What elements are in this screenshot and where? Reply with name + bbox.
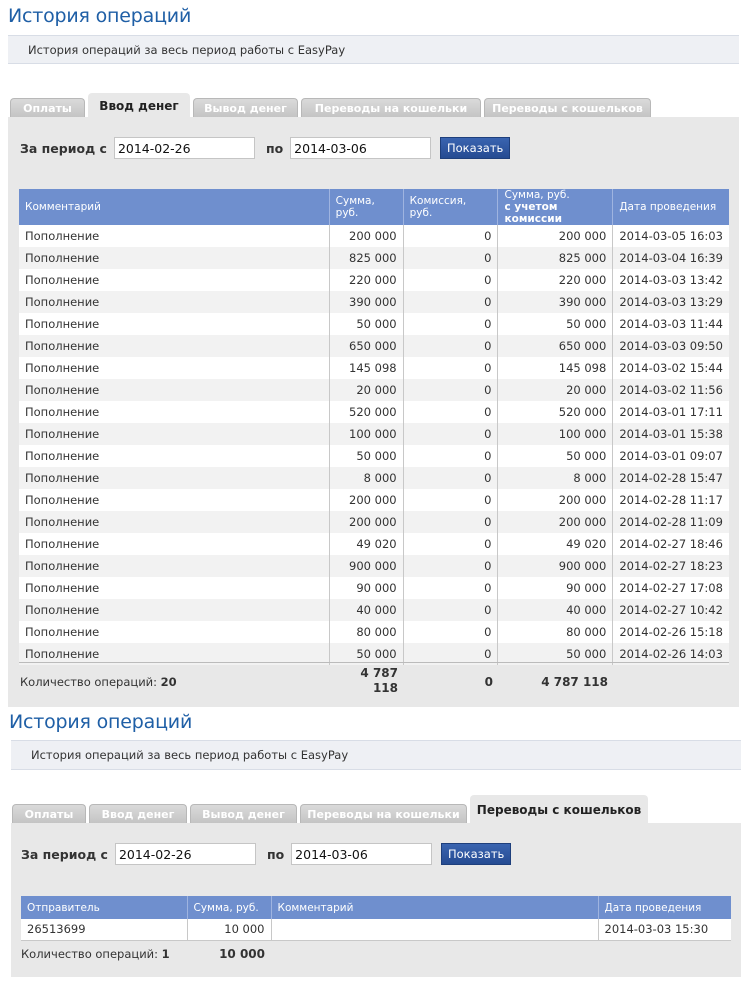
cell-amount: 145 098 xyxy=(329,357,403,379)
cell-commission: 0 xyxy=(403,643,498,665)
cell-comment: Пополнение xyxy=(19,577,329,599)
operations-table xyxy=(19,189,729,665)
tab-bar-2 xyxy=(12,795,648,823)
cell-date: 2014-03-03 11:44 xyxy=(613,313,729,335)
cell-date: 2014-03-03 13:29 xyxy=(613,291,729,313)
cell-date: 2014-03-03 13:42 xyxy=(613,269,729,291)
cell-amount: 100 000 xyxy=(329,423,403,445)
table-row xyxy=(19,225,729,247)
cell-date: 2014-02-28 15:47 xyxy=(613,467,729,489)
table-header xyxy=(19,189,729,225)
cell-commission: 0 xyxy=(403,335,498,357)
cell-commission: 0 xyxy=(403,225,498,247)
cell-amount: 220 000 xyxy=(329,269,403,291)
cell-amount: 200 000 xyxy=(329,489,403,511)
page-title-2: История операций xyxy=(9,711,193,733)
cell-comment: Пополнение xyxy=(19,335,329,357)
cell-commission: 0 xyxy=(403,291,498,313)
cell-amount-with-commission: 49 020 xyxy=(498,533,613,555)
cell-comment: Пополнение xyxy=(19,621,329,643)
cell-commission: 0 xyxy=(403,379,498,401)
tab-payments-2[interactable]: Оплаты xyxy=(12,804,86,823)
cell-comment: Пополнение xyxy=(19,401,329,423)
cell-amount: 50 000 xyxy=(329,643,403,665)
cell-comment: Пополнение xyxy=(19,247,329,269)
cell-comment: Пополнение xyxy=(19,599,329,621)
cell-amount: 825 000 xyxy=(329,247,403,269)
operations-count-label-2: Количество операций: xyxy=(21,947,159,961)
tab-transfers-to-wallets-2[interactable]: Переводы на кошельки xyxy=(300,804,467,823)
table-row xyxy=(21,919,731,940)
cell-amount: 520 000 xyxy=(329,401,403,423)
col-amount: Сумма, руб. xyxy=(329,189,403,225)
table-row xyxy=(19,555,729,577)
period-from-label: За период с xyxy=(20,140,107,156)
cell-date: 2014-03-01 09:07 xyxy=(613,445,729,467)
cell-commission: 0 xyxy=(403,599,498,621)
cell-date: 2014-03-02 11:56 xyxy=(613,379,729,401)
period-from-label-2: За период с xyxy=(21,846,108,862)
cell-date: 2014-03-03 09:50 xyxy=(613,335,729,357)
page-subtitle: История операций за весь период работы с EasyPay xyxy=(8,35,739,64)
cell-amount-with-commission: 650 000 xyxy=(498,335,613,357)
date-filter xyxy=(20,137,510,159)
date-from-input[interactable]: 2014-02-26 xyxy=(114,137,255,159)
total-amount-line1: 4 787 xyxy=(360,666,398,680)
cell-comment: Пополнение xyxy=(19,423,329,445)
cell-date: 2014-02-27 17:08 xyxy=(613,577,729,599)
table-row xyxy=(19,511,729,533)
cell-amount-with-commission: 50 000 xyxy=(498,313,613,335)
cell-amount-with-commission: 200 000 xyxy=(498,225,613,247)
cell-amount-with-commission: 100 000 xyxy=(498,423,613,445)
show-button[interactable]: Показать xyxy=(440,137,510,159)
cell-amount: 80 000 xyxy=(329,621,403,643)
table-row xyxy=(19,269,729,291)
cell-amount-with-commission: 520 000 xyxy=(498,401,613,423)
cell-commission: 0 xyxy=(403,555,498,577)
cell-amount-with-commission: 50 000 xyxy=(498,643,613,665)
cell-comment xyxy=(271,919,598,940)
date-from-input-2[interactable]: 2014-02-26 xyxy=(115,843,256,865)
table-footer-divider xyxy=(19,662,729,663)
cell-amount: 10 000 xyxy=(187,919,271,940)
col-amount-2: Сумма, руб. xyxy=(187,896,271,919)
cell-amount: 8 000 xyxy=(329,467,403,489)
table-row xyxy=(19,291,729,313)
page-subtitle-2: История операций за весь период работы с EasyPay xyxy=(11,740,741,770)
cell-comment: Пополнение xyxy=(19,445,329,467)
cell-amount-with-commission: 390 000 xyxy=(498,291,613,313)
cell-amount: 200 000 xyxy=(329,225,403,247)
cell-commission: 0 xyxy=(403,357,498,379)
table-row xyxy=(19,489,729,511)
table-row xyxy=(19,379,729,401)
cell-amount-with-commission: 8 000 xyxy=(498,467,613,489)
table-row xyxy=(19,577,729,599)
cell-date: 2014-02-27 18:46 xyxy=(613,533,729,555)
table-row xyxy=(19,247,729,269)
cell-amount: 40 000 xyxy=(329,599,403,621)
cell-commission: 0 xyxy=(403,489,498,511)
table-row xyxy=(19,621,729,643)
cell-amount-with-commission: 825 000 xyxy=(498,247,613,269)
tab-deposit[interactable]: Ввод денег xyxy=(88,93,190,117)
cell-commission: 0 xyxy=(403,577,498,599)
tab-withdraw[interactable]: Вывод денег xyxy=(193,98,298,117)
cell-amount-with-commission: 90 000 xyxy=(498,577,613,599)
cell-date: 2014-03-01 17:11 xyxy=(613,401,729,423)
col-date: Дата проведения xyxy=(613,189,729,225)
cell-date: 2014-02-27 10:42 xyxy=(613,599,729,621)
date-to-input-2[interactable]: 2014-03-06 xyxy=(291,843,432,865)
cell-amount-with-commission: 80 000 xyxy=(498,621,613,643)
col-amount-with-commission: Сумма, руб. с учетом комиссии xyxy=(498,189,613,225)
operations-count-value-2: 1 xyxy=(161,947,170,961)
cell-amount-with-commission: 200 000 xyxy=(498,489,613,511)
date-filter-2 xyxy=(21,843,511,865)
table-row xyxy=(19,423,729,445)
cell-comment: Пополнение xyxy=(19,467,329,489)
table-row xyxy=(19,445,729,467)
cell-date: 2014-02-27 18:23 xyxy=(613,555,729,577)
cell-date: 2014-03-03 15:30 xyxy=(598,919,731,940)
col-comment-2: Комментарий xyxy=(271,896,598,919)
cell-date: 2014-02-26 15:18 xyxy=(613,621,729,643)
tab-payments[interactable]: Оплаты xyxy=(10,98,85,117)
cell-amount: 49 020 xyxy=(329,533,403,555)
col-commission: Комиссия, руб. xyxy=(403,189,498,225)
cell-amount-with-commission: 145 098 xyxy=(498,357,613,379)
cell-amount: 20 000 xyxy=(329,379,403,401)
operations-count-2 xyxy=(21,947,170,961)
operations-count-label: Количество операций: xyxy=(20,675,158,689)
cell-amount-with-commission: 900 000 xyxy=(498,555,613,577)
cell-commission: 0 xyxy=(403,467,498,489)
cell-comment: Пополнение xyxy=(19,313,329,335)
cell-amount-with-commission: 20 000 xyxy=(498,379,613,401)
cell-comment: Пополнение xyxy=(19,533,329,555)
tab-transfers-from-wallets-2[interactable]: Переводы с кошельков xyxy=(470,795,648,823)
cell-date: 2014-02-26 14:03 xyxy=(613,643,729,665)
cell-comment: Пополнение xyxy=(19,357,329,379)
cell-date: 2014-02-28 11:17 xyxy=(613,489,729,511)
total-commission: 0 xyxy=(484,675,493,689)
cell-sender: 26513699 xyxy=(21,919,187,940)
cell-amount-with-commission: 50 000 xyxy=(498,445,613,467)
operations-count-value: 20 xyxy=(160,675,177,689)
cell-comment: Пополнение xyxy=(19,269,329,291)
date-to-input[interactable]: 2014-03-06 xyxy=(290,137,431,159)
cell-commission: 0 xyxy=(403,511,498,533)
table-row xyxy=(19,533,729,555)
cell-commission: 0 xyxy=(403,269,498,291)
cell-date: 2014-03-01 15:38 xyxy=(613,423,729,445)
tab-bar xyxy=(10,91,651,117)
col-date-2: Дата проведения xyxy=(598,896,731,919)
cell-date: 2014-03-04 16:39 xyxy=(613,247,729,269)
cell-comment: Пополнение xyxy=(19,379,329,401)
table-row xyxy=(19,335,729,357)
cell-amount: 650 000 xyxy=(329,335,403,357)
table-row xyxy=(19,401,729,423)
tab-transfers-from-wallets[interactable]: Переводы с кошельков xyxy=(484,98,651,117)
cell-amount-with-commission: 200 000 xyxy=(498,511,613,533)
cell-commission: 0 xyxy=(403,401,498,423)
operations-count xyxy=(20,675,177,689)
cell-commission: 0 xyxy=(403,313,498,335)
cell-commission: 0 xyxy=(403,445,498,467)
table-row xyxy=(19,313,729,335)
table-row xyxy=(19,357,729,379)
col-comment: Комментарий xyxy=(19,189,329,225)
cell-comment: Пополнение xyxy=(19,643,329,665)
col-sender: Отправитель xyxy=(21,896,187,919)
total-amount-2: 10 000 xyxy=(219,947,265,961)
cell-comment: Пополнение xyxy=(19,511,329,533)
table-header-2 xyxy=(21,896,731,919)
cell-commission: 0 xyxy=(403,423,498,445)
cell-date: 2014-03-05 16:03 xyxy=(613,225,729,247)
cell-commission: 0 xyxy=(403,247,498,269)
tab-transfers-to-wallets[interactable]: Переводы на кошельки xyxy=(301,98,481,117)
tab-withdraw-2[interactable]: Вывод денег xyxy=(190,804,297,823)
cell-comment: Пополнение xyxy=(19,489,329,511)
period-to-label-2: по xyxy=(266,846,285,862)
period-to-label: по xyxy=(265,140,284,156)
cell-amount: 390 000 xyxy=(329,291,403,313)
total-amount-line2: 118 xyxy=(372,681,398,695)
cell-date: 2014-03-02 15:44 xyxy=(613,357,729,379)
cell-amount: 900 000 xyxy=(329,555,403,577)
cell-comment: Пополнение xyxy=(19,555,329,577)
cell-amount-with-commission: 220 000 xyxy=(498,269,613,291)
cell-comment: Пополнение xyxy=(19,225,329,247)
cell-commission: 0 xyxy=(403,533,498,555)
cell-amount: 200 000 xyxy=(329,511,403,533)
cell-amount: 50 000 xyxy=(329,445,403,467)
cell-date: 2014-02-28 11:09 xyxy=(613,511,729,533)
table-row xyxy=(19,599,729,621)
transfers-table xyxy=(21,896,731,941)
show-button-2[interactable]: Показать xyxy=(441,843,511,865)
page-title: История операций xyxy=(8,5,192,27)
cell-amount: 50 000 xyxy=(329,313,403,335)
tab-deposit-2[interactable]: Ввод денег xyxy=(89,804,187,823)
total-with-commission: 4 787 118 xyxy=(541,675,608,689)
table-row xyxy=(19,467,729,489)
total-amount xyxy=(340,666,398,696)
cell-amount: 90 000 xyxy=(329,577,403,599)
cell-comment: Пополнение xyxy=(19,291,329,313)
cell-commission: 0 xyxy=(403,621,498,643)
cell-amount-with-commission: 40 000 xyxy=(498,599,613,621)
